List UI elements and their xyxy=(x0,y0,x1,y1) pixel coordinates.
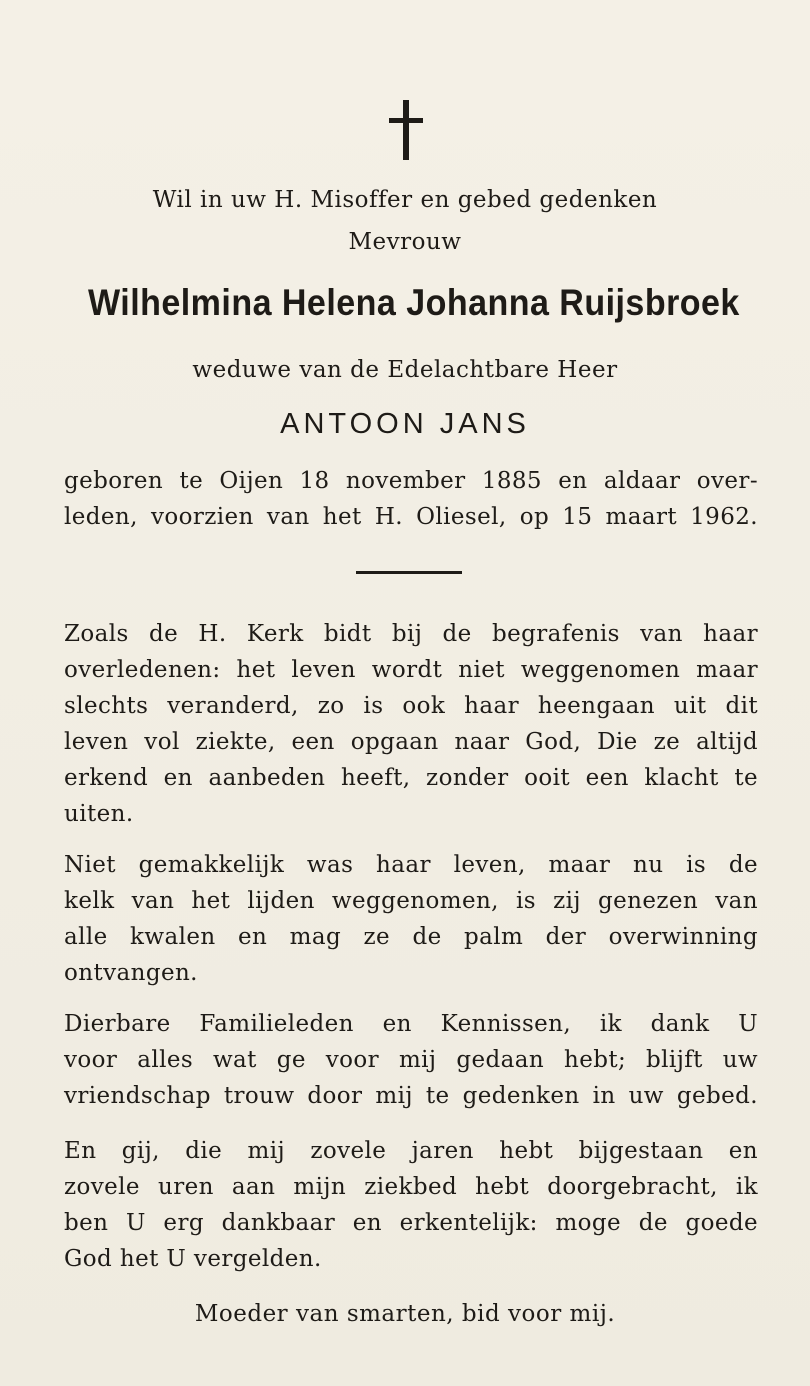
paragraph-1 xyxy=(64,616,758,832)
paragraph-line: vriendschap trouw door mij te gedenken in uw gebed. xyxy=(64,1083,758,1109)
paragraph-line: Dierbare Familieleden en Kennissen, ik dank U xyxy=(64,1011,758,1037)
widow-of-line: weduwe van de Edelachtbare Heer xyxy=(192,357,618,383)
paragraph-line: slechts veranderd, zo is ook haar heengaan uit dit xyxy=(64,693,758,719)
paragraph-line: voor alles wat ge voor mij gedaan hebt; blijft uw xyxy=(64,1047,758,1073)
husband-name: ANTOON JANS xyxy=(280,408,530,440)
paragraph-line: kelk van het lijden weggenomen, is zij genezen van xyxy=(64,888,758,914)
intro-line: Wil in uw H. Misoffer en gebed gedenken xyxy=(152,187,658,213)
dates-line: leden, voorzien van het H. Oliesel, op 15 maart 1962. xyxy=(64,504,758,530)
paragraph-line: leven vol ziekte, een opgaan naar God, Die ze altijd xyxy=(64,729,758,755)
paragraph-line: erkend en aanbeden heeft, zonder ooit een klacht te xyxy=(64,765,758,791)
paragraph-line: uiten. xyxy=(64,801,134,827)
dates-line: geboren te Oijen 18 november 1885 en aldaar over- xyxy=(64,468,758,494)
closing-prayer: Moeder van smarten, bid voor mij. xyxy=(194,1301,616,1327)
dates-paragraph xyxy=(64,463,758,535)
paragraph-line: ben U erg dankbaar en erkentelijk: moge de goede xyxy=(64,1210,758,1236)
paragraph-2 xyxy=(64,847,758,991)
paragraph-3 xyxy=(64,1006,758,1114)
paragraph-line: zovele uren aan mijn ziekbed hebt doorgebracht, ik xyxy=(64,1174,758,1200)
paragraph-line: overledenen: het leven wordt niet weggenomen maar xyxy=(64,657,758,683)
paragraph-line: Niet gemakkelijk was haar leven, maar nu is de xyxy=(64,852,758,878)
title-line: Mevrouw xyxy=(348,229,462,255)
deceased-name: Wilhelmina Helena Johanna Ruijsbroek xyxy=(88,282,740,323)
paragraph-4 xyxy=(64,1133,758,1277)
paragraph-line: Zoals de H. Kerk bidt bij de begrafenis van haar xyxy=(64,621,758,647)
cross-icon xyxy=(389,100,423,160)
paragraph-line: ontvangen. xyxy=(64,960,198,986)
divider xyxy=(356,571,462,574)
paragraph-line: God het U vergelden. xyxy=(64,1246,322,1272)
paragraph-line: En gij, die mij zovele jaren hebt bijgestaan en xyxy=(64,1138,758,1164)
paragraph-line: alle kwalen en mag ze de palm der overwinning xyxy=(64,924,758,950)
